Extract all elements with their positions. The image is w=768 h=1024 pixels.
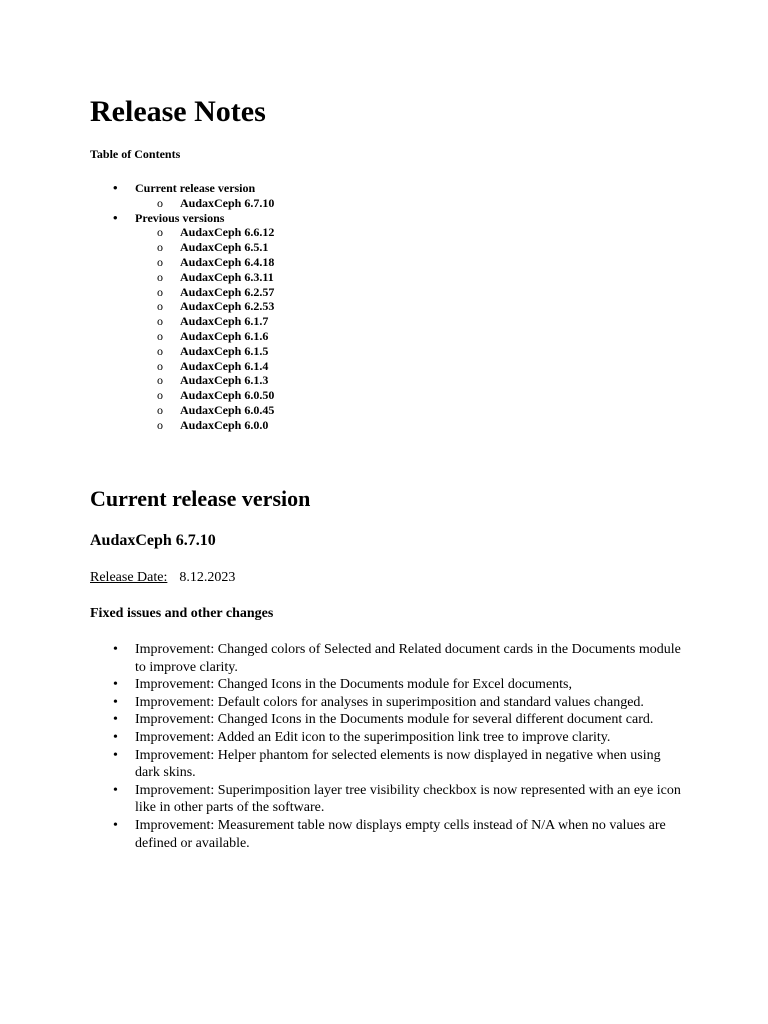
toc-subitem — [135, 344, 274, 359]
toc-heading: Table of Contents — [90, 147, 181, 161]
toc-subitem — [135, 285, 274, 300]
toc-link-version[interactable]: AudaxCeph 6.1.4 — [180, 358, 269, 373]
toc-link-version[interactable]: AudaxCeph 6.1.6 — [180, 328, 269, 343]
toc-subitem — [135, 270, 274, 285]
changes-heading: Fixed issues and other changes — [90, 606, 274, 621]
toc-subitem — [135, 240, 274, 255]
toc-link-version[interactable]: AudaxCeph 6.0.45 — [180, 402, 275, 417]
toc-link-previous-versions[interactable]: Previous versions — [135, 210, 225, 225]
toc-subitem — [135, 329, 274, 344]
change-item: • Improvement: Measurement table now displays empty cells instead of N/A when no values are defined or available. — [113, 817, 683, 852]
toc-link-version[interactable]: AudaxCeph 6.0.50 — [180, 388, 275, 403]
toc-sublist-previous — [135, 225, 274, 432]
toc-sublist-current — [135, 196, 274, 211]
release-date — [90, 569, 235, 587]
toc-link-version[interactable]: AudaxCeph 6.3.11 — [180, 269, 274, 284]
toc-link-version[interactable]: AudaxCeph 6.1.7 — [180, 314, 269, 329]
toc-subitem — [135, 373, 274, 388]
toc-item-previous — [113, 211, 274, 433]
version-heading: AudaxCeph 6.7.10 — [90, 532, 216, 549]
toc-subitem — [135, 196, 274, 211]
change-item: • Improvement: Changed colors of Selected and Related document cards in the Documents module to improve clarity. — [113, 641, 683, 676]
change-item: • Improvement: Helper phantom for selected elements is now displayed in negative when using dark skins. — [113, 747, 683, 782]
toc-link-version[interactable]: AudaxCeph 6.6.12 — [180, 225, 275, 240]
toc-subitem — [135, 388, 274, 403]
toc-subitem — [135, 403, 274, 418]
release-date-label: Release Date: — [90, 570, 168, 585]
toc-link-version[interactable]: AudaxCeph 6.4.18 — [180, 254, 275, 269]
change-item: • Improvement: Changed Icons in the Documents module for Excel documents, — [113, 676, 683, 694]
toc-link-version[interactable]: AudaxCeph 6.0.0 — [180, 417, 269, 432]
toc-item-current — [113, 181, 274, 211]
toc-link-current-release[interactable]: Current release version — [135, 181, 256, 195]
toc-link-version[interactable]: AudaxCeph 6.2.57 — [180, 284, 275, 299]
section-title-current-release: Current release version — [90, 486, 311, 511]
change-item: • Improvement: Added an Edit icon to the superimposition link tree to improve clarity. — [113, 729, 683, 747]
toc-subitem — [135, 314, 274, 329]
toc-subitem — [135, 359, 274, 374]
change-item: • Improvement: Default colors for analyses in superimposition and standard values changed. — [113, 694, 683, 712]
toc-link-version[interactable]: AudaxCeph 6.5.1 — [180, 240, 269, 255]
toc-link-version[interactable]: AudaxCeph 6.1.3 — [180, 373, 269, 388]
toc-link-version[interactable]: AudaxCeph 6.7.10 — [180, 195, 275, 210]
toc-subitem — [135, 225, 274, 240]
toc-link-version[interactable]: AudaxCeph 6.1.5 — [180, 343, 269, 358]
toc-subitem — [135, 418, 274, 433]
release-date-value: 8.12.2023 — [179, 570, 236, 585]
table-of-contents — [113, 181, 274, 433]
change-item: • Improvement: Changed Icons in the Documents module for several different document card. — [113, 711, 683, 729]
change-item: • Improvement: Superimposition layer tree visibility checkbox is now represented with an eye icon like in other parts of the software. — [113, 782, 683, 817]
changes-list — [113, 641, 683, 852]
toc-subitem — [135, 255, 274, 270]
toc-link-version[interactable]: AudaxCeph 6.2.53 — [180, 299, 275, 314]
toc-subitem — [135, 299, 274, 314]
page-title: Release Notes — [90, 95, 266, 128]
